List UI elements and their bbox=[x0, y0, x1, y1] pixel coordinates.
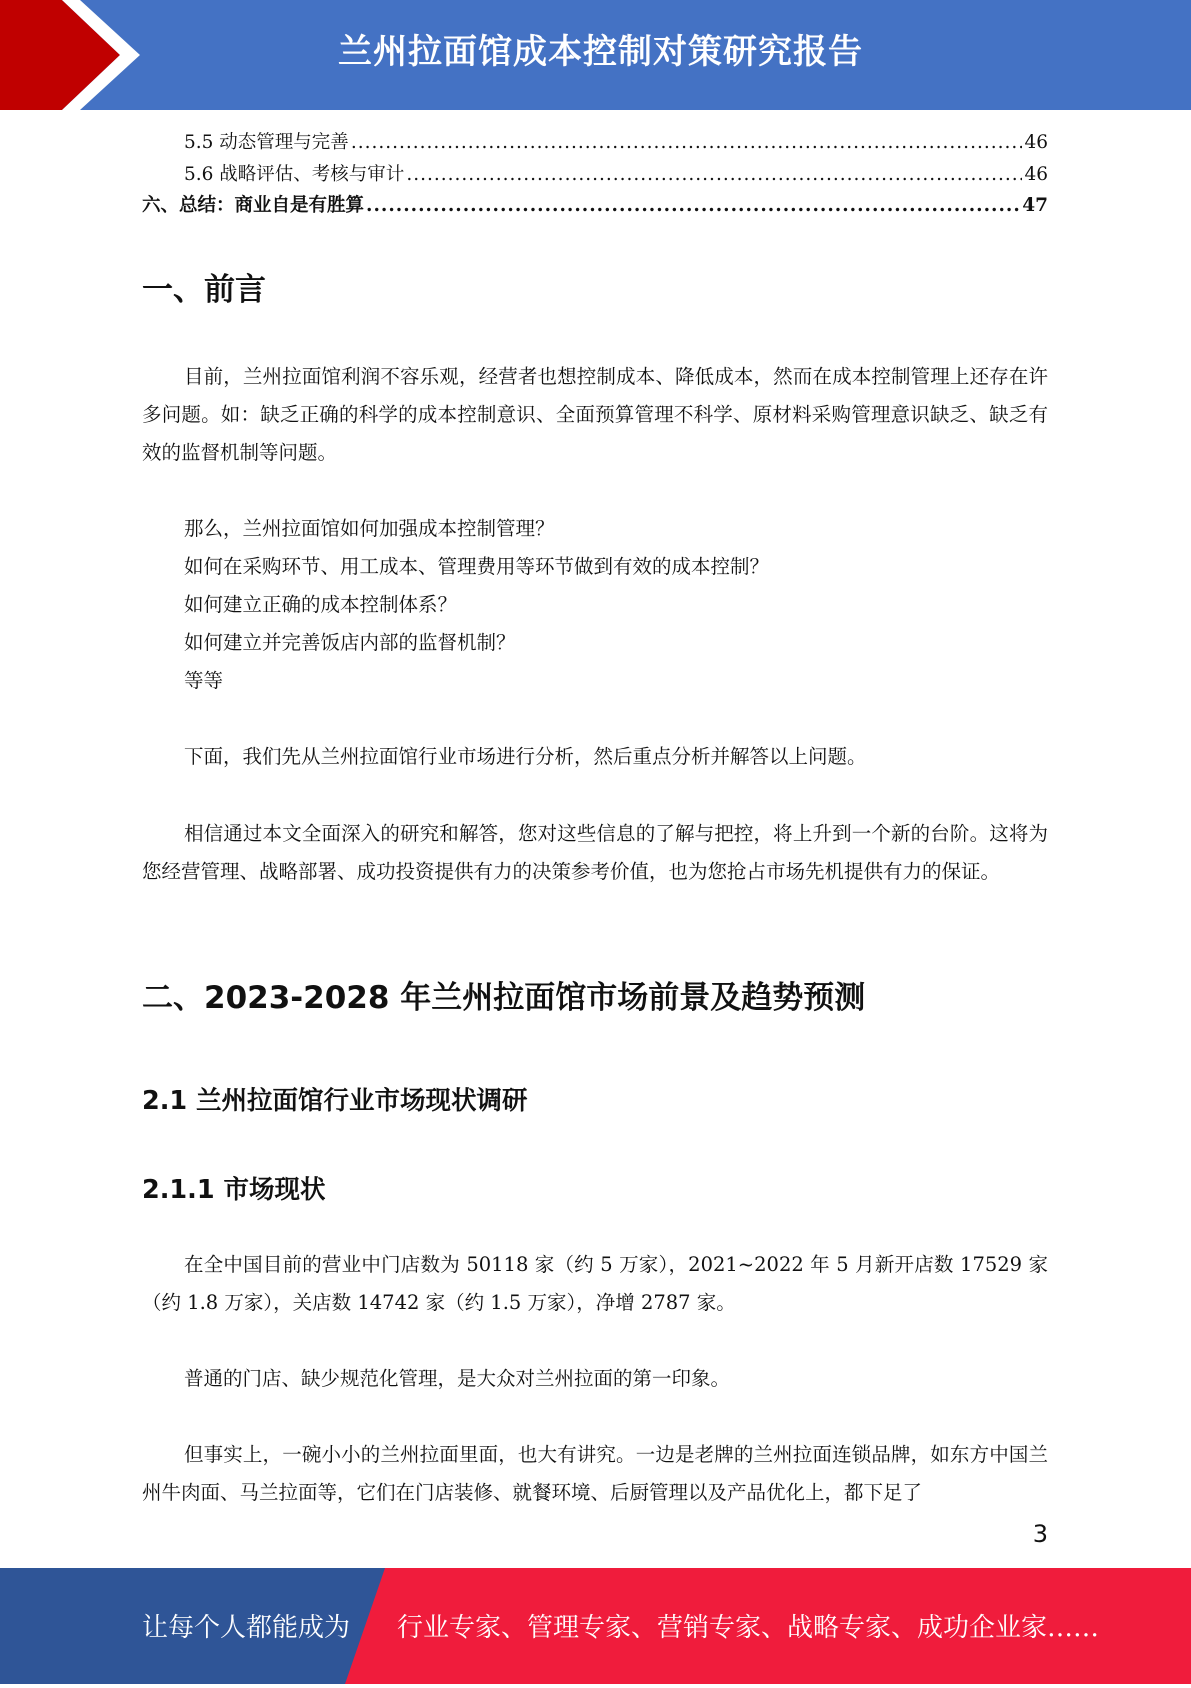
question-list bbox=[142, 510, 1048, 700]
section-preface-heading-block bbox=[142, 264, 1048, 309]
analysis-intro-paragraph bbox=[142, 738, 1048, 776]
toc-entry-label: 六、总结：商业自是有胜算 bbox=[142, 195, 365, 216]
footer-slogan-right: 行业专家、管理专家、营销专家、战略专家、成功企业家…… bbox=[397, 1613, 1100, 1643]
question-item: 如何建立正确的成本控制体系？ bbox=[184, 593, 458, 616]
subsection-heading-block bbox=[142, 1081, 1048, 1117]
subsubsection-heading-block bbox=[142, 1170, 1048, 1206]
paragraph: 普通的门店、缺少规范化管理，是大众对兰州拉面的第一印象。 bbox=[184, 1367, 731, 1390]
question-item: 如何在采购环节、用工成本、管理费用等环节做到有效的成本控制？ bbox=[184, 555, 770, 578]
section-heading: 二、2023-2028 年兰州拉面馆市场前景及趋势预测 bbox=[142, 980, 866, 1016]
impression-paragraph bbox=[142, 1360, 1048, 1398]
toc-entry-label: 5.5 动态管理与完善 bbox=[184, 132, 349, 153]
paragraph: 下面，我们先从兰州拉面馆行业市场进行分析，然后重点分析并解答以上问题。 bbox=[184, 745, 867, 768]
toc-entry-page: 46 bbox=[1024, 132, 1048, 153]
page-footer bbox=[0, 1568, 1191, 1684]
toc-dot-leader bbox=[366, 195, 1020, 216]
toc-entry[interactable] bbox=[142, 128, 1048, 160]
toc-dot-leader bbox=[406, 164, 1022, 185]
toc-entry[interactable] bbox=[142, 191, 1048, 223]
market-status-paragraph bbox=[142, 1246, 1048, 1322]
report-title: 兰州拉面馆成本控制对策研究报告 bbox=[338, 32, 863, 72]
paragraph: 但事实上，一碗小小的兰州拉面里面，也大有讲究。一边是老牌的兰州拉面连锁品牌，如东方中国兰州牛肉面、马兰拉面等，它们在门店装修、就餐环境、后厨管理以及产品优化上，都下足了 bbox=[142, 1443, 1048, 1504]
page-header bbox=[0, 0, 1191, 110]
toc-entry[interactable] bbox=[142, 160, 1048, 192]
question-list-block bbox=[142, 510, 1048, 700]
toc-entry-page: 47 bbox=[1022, 195, 1048, 216]
toc-dot-leader bbox=[351, 132, 1023, 153]
table-of-contents bbox=[142, 128, 1048, 223]
question-item: 如何建立并完善饭店内部的监督机制？ bbox=[184, 631, 516, 654]
conclusion-paragraph bbox=[142, 815, 1048, 891]
preface-paragraph bbox=[142, 358, 1048, 472]
question-item: 那么，兰州拉面馆如何加强成本控制管理？ bbox=[184, 517, 555, 540]
paragraph: 目前，兰州拉面馆利润不容乐观，经营者也想控制成本、降低成本，然而在成本控制管理上还存在许多问题。如：缺乏正确的科学的成本控制意识、全面预算管理不科学、原材料采购管理意识缺乏、缺乏有效的监督机制等问题。 bbox=[142, 365, 1048, 464]
page-number: 3 bbox=[1032, 1520, 1048, 1548]
question-item: 等等 bbox=[184, 669, 224, 692]
section-market-heading-block bbox=[142, 972, 1048, 1017]
paragraph: 相信通过本文全面深入的研究和解答，您对这些信息的了解与把控，将上升到一个新的台阶。这将为您经营管理、战略部署、成功投资提供有力的决策参考价值，也为您抢占市场先机提供有力的保证。 bbox=[142, 822, 1048, 883]
footer-slogan-left: 让每个人都能成为 bbox=[142, 1613, 351, 1643]
section-heading: 一、前言 bbox=[142, 272, 266, 308]
paragraph: 在全中国目前的营业中门店数为 50118 家（约 5 万家），2021~2022 年 5 月新开店数 17529 家（约 1.8 万家），关店数 14742 家（约 1.5 万家），净增 2787 家。 bbox=[142, 1253, 1048, 1314]
toc-entry-label: 5.6 战略评估、考核与审计 bbox=[184, 163, 405, 185]
detail-paragraph bbox=[142, 1436, 1048, 1512]
subsection-heading: 2.1 兰州拉面馆行业市场现状调研 bbox=[142, 1086, 528, 1116]
subsection-heading: 2.1.1 市场现状 bbox=[142, 1175, 326, 1205]
toc-entry-page: 46 bbox=[1024, 163, 1048, 185]
